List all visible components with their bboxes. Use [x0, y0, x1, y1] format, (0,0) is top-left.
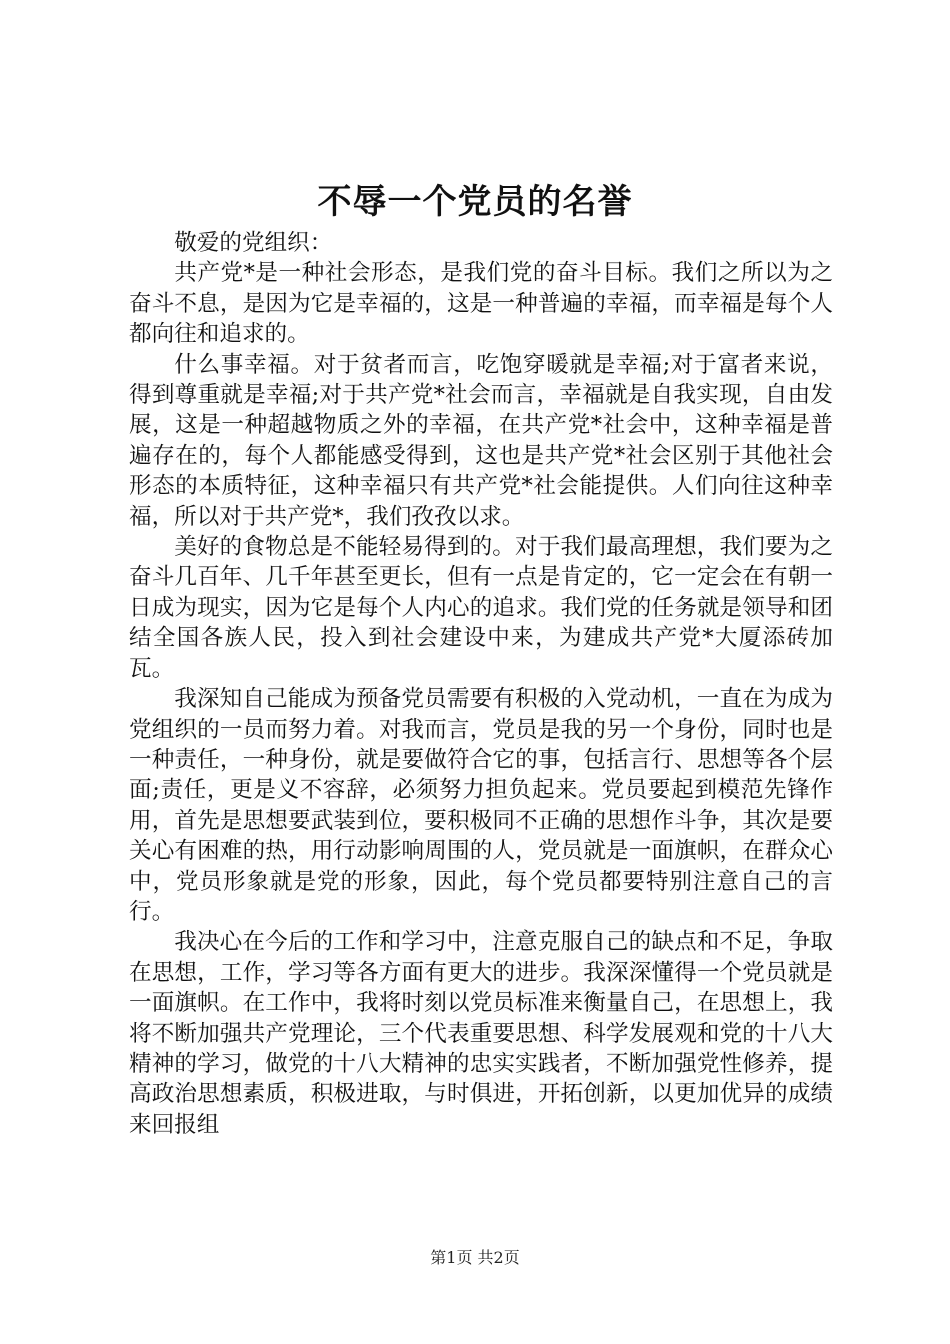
page-number-footer: 第1页 共2页 — [430, 1248, 520, 1267]
paragraph: 共产党*是一种社会形态，是我们党的奋斗目标。我们之所以为之奋斗不息，是因为它是幸福的，这是一种普遍的幸福，而幸福是每个人都向往和追求的。 — [129, 260, 833, 348]
paragraph: 我决心在今后的工作和学习中，注意克服自己的缺点和不足，争取在思想，工作，学习等各方面有更大的进步。我深深懂得一个党员就是一面旗帜。在工作中，我将时刻以党员标准来衡量自己，在思想上，我将不断加强共产党理论，三个代表重要思想、科学发展观和党的十八大精神的学习，做党的十八大精神的忠实实践者，不断加强党性修养，提高政治思想素质，积极进取，与时俱进，开拓创新，以更加优异的成绩来回报组 — [129, 929, 833, 1138]
paragraph: 美好的食物总是不能轻易得到的。对于我们最高理想，我们要为之奋斗几百年、几千年甚至更长，但有一点是肯定的，它一定会在有朝一日成为现实，因为它是每个人内心的追求。我们党的任务就是领导和团结全国各族人民，投入到社会建设中来，为建成共产党*大厦添砖加瓦。 — [129, 534, 833, 682]
salutation: 敬爱的党组织： — [174, 230, 333, 256]
document-title: 不辱一个党员的名誉 — [317, 182, 633, 222]
document-body — [129, 228, 833, 1140]
paragraph: 我深知自己能成为预备党员需要有积极的入党动机，一直在为成为党组织的一员而努力着。对我而言，党员是我的另一个身份，同时也是一种责任，一种身份，就是要做符合它的事，包括言行、思想等各个层面;责任，更是义不容辞，必须努力担负起来。党员要起到模范先锋作用，首先是思想要武装到位，要积极同不正确的思想作斗争，其次是要关心有困难的热，用行动影响周围的人，党员就是一面旗帜，在群众心中，党员形象就是党的形象，因此，每个党员都要特别注意自己的言行。 — [129, 686, 833, 925]
paragraph: 什么事幸福。对于贫者而言，吃饱穿暖就是幸福;对于富者来说，得到尊重就是幸福;对于共产党*社会而言，幸福就是自我实现，自由发展，这是一种超越物质之外的幸福，在共产党*社会中，这种幸福是普遍存在的，每个人都能感受得到，这也是共产党*社会区别于其他社会形态的本质特征，这种幸福只有共产党*社会能提供。人们向往这种幸福，所以对于共产党*，我们孜孜以求。 — [129, 351, 833, 530]
